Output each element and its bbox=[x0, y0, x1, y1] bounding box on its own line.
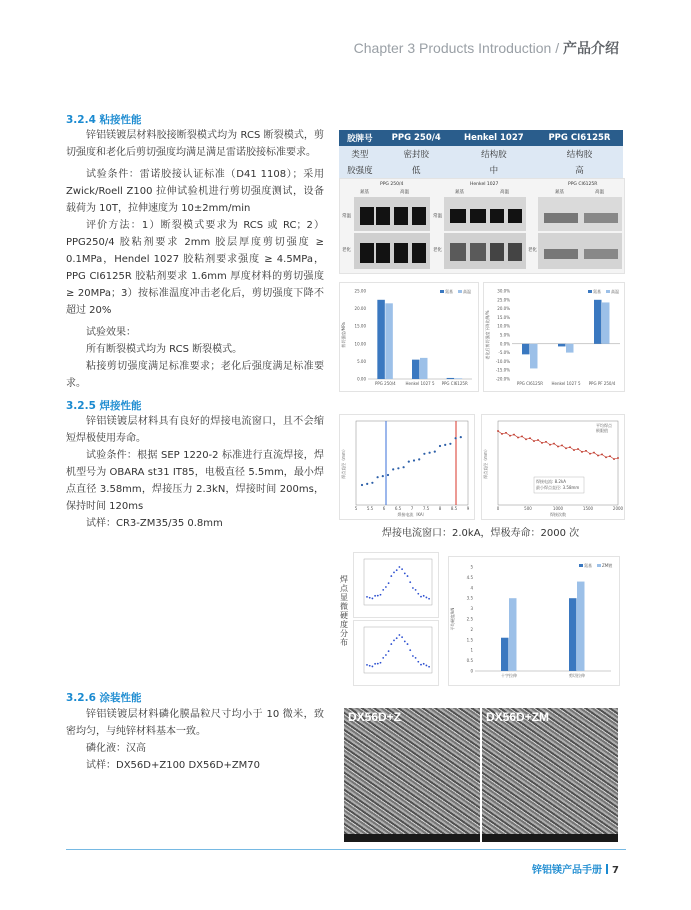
y-tick-label: 3.5 bbox=[466, 595, 473, 601]
sem-info-bar bbox=[344, 834, 480, 842]
x-tick-label: PPG CI6125R bbox=[516, 381, 544, 386]
footer-divider bbox=[606, 864, 608, 874]
y-tick-label: -20.0% bbox=[495, 376, 510, 382]
table-cell: 类型 bbox=[339, 146, 381, 162]
data-point bbox=[393, 572, 395, 574]
adhesive-table bbox=[339, 130, 623, 178]
y-axis-label: 焊点直径（mm） bbox=[341, 447, 346, 479]
data-point bbox=[385, 654, 387, 656]
legend-swatch bbox=[597, 564, 601, 567]
data-point bbox=[396, 637, 398, 639]
x-tick-label: 500 bbox=[524, 506, 532, 511]
bar bbox=[412, 360, 420, 379]
legend-swatch bbox=[588, 290, 592, 293]
hardness-profile-chart-1 bbox=[353, 552, 439, 618]
data-point bbox=[372, 598, 374, 600]
data-point bbox=[417, 593, 419, 595]
x-tick-label: 1500 bbox=[582, 506, 594, 511]
x-tick-label: 2000 bbox=[612, 506, 624, 511]
data-point bbox=[372, 666, 374, 668]
data-point bbox=[387, 474, 389, 476]
legend-label: 极限值 bbox=[596, 428, 608, 433]
table-cell: 结构胶 bbox=[536, 146, 623, 162]
x-tick-label: 1000 bbox=[552, 506, 564, 511]
legend-label: 平均焊点 bbox=[596, 423, 612, 428]
section-title-bonding: 3.2.4 粘接性能 bbox=[66, 114, 142, 126]
data-point bbox=[413, 459, 415, 461]
bar bbox=[447, 378, 455, 379]
photo-sub-label: 高温 bbox=[595, 190, 604, 195]
table-header: Henkel 1027 bbox=[452, 130, 536, 146]
y-tick-label: 10.00 bbox=[354, 341, 366, 347]
section-body-bonding bbox=[66, 127, 324, 392]
shear-strength-chart bbox=[339, 282, 479, 392]
fracture-photos bbox=[339, 178, 625, 274]
section-title-coating: 3.2.6 涂装性能 bbox=[66, 692, 142, 704]
x-tick-label: 十字拉伸 bbox=[501, 673, 517, 678]
data-point bbox=[428, 666, 430, 668]
photo-sub-label: 氮基 bbox=[455, 190, 464, 195]
data-point bbox=[380, 662, 382, 664]
data-point bbox=[393, 640, 395, 642]
legend-label: 氮基 bbox=[445, 289, 453, 294]
x-tick-label: 7.5 bbox=[422, 506, 430, 511]
section-body-coating bbox=[66, 706, 324, 774]
fracture-photos-grid bbox=[340, 179, 624, 273]
y-tick-label: 0.5 bbox=[466, 658, 473, 664]
data-point bbox=[377, 595, 379, 597]
table-cell: 高 bbox=[536, 162, 623, 178]
x-tick-label: 0 bbox=[496, 506, 500, 511]
data-point bbox=[423, 595, 425, 597]
y-tick-label: 5.00 bbox=[357, 358, 366, 364]
y-tick-label: 15.0% bbox=[497, 314, 510, 320]
y-tick-label: 1 bbox=[470, 647, 473, 653]
data-point bbox=[439, 445, 441, 447]
data-point bbox=[417, 661, 419, 663]
table-cell: 中 bbox=[452, 162, 536, 178]
section-title-welding: 3.2.5 焊接性能 bbox=[66, 400, 142, 412]
data-point bbox=[429, 452, 431, 454]
data-point bbox=[418, 458, 420, 460]
data-point bbox=[409, 581, 411, 583]
x-tick-label: 剪切拉伸 bbox=[569, 673, 585, 678]
bar bbox=[385, 303, 393, 379]
table-row bbox=[339, 162, 623, 178]
bar bbox=[509, 598, 517, 671]
legend-swatch bbox=[606, 290, 610, 293]
paragraph: 粘接剪切强度满足标准要求；老化后强度满足标准要求。 bbox=[66, 361, 324, 389]
data-point bbox=[369, 597, 371, 599]
data-point bbox=[403, 466, 405, 468]
data-point bbox=[399, 634, 401, 636]
bar bbox=[558, 344, 566, 347]
table-cell: 密封胶 bbox=[381, 146, 452, 162]
footer-rule bbox=[66, 849, 626, 850]
data-point bbox=[399, 566, 401, 568]
x-tick-label: Henkel 1027 5 bbox=[405, 381, 435, 386]
data-point bbox=[460, 436, 462, 438]
photo-sub-label: 氮基 bbox=[360, 190, 369, 195]
y-tick-label: -5.0% bbox=[498, 350, 510, 356]
x-tick-label: 6.5 bbox=[394, 506, 402, 511]
data-point bbox=[407, 575, 409, 577]
data-point bbox=[382, 475, 384, 477]
photo-row-label: 老化 bbox=[342, 248, 351, 253]
note-text: 焊接电流: 8.2kA bbox=[536, 479, 567, 484]
data-point bbox=[388, 582, 390, 584]
weld-current-chart bbox=[339, 414, 475, 520]
data-point bbox=[366, 664, 368, 666]
data-point bbox=[385, 586, 387, 588]
data-point bbox=[407, 643, 409, 645]
sem-image-z bbox=[344, 708, 480, 842]
paragraph: 磷化液：汉高 bbox=[86, 743, 146, 754]
y-tick-label: 5.0% bbox=[499, 332, 510, 338]
electrode-life-chart-svg bbox=[482, 415, 624, 519]
data-point bbox=[420, 664, 422, 666]
sem-label-z: DX56D+Z bbox=[348, 710, 402, 724]
y-tick-label: 2 bbox=[470, 626, 473, 632]
y-axis-label: 平均硬度/kN bbox=[450, 607, 455, 631]
photo-tiles bbox=[354, 197, 622, 269]
y-tick-label: 15.00 bbox=[354, 323, 366, 329]
bar bbox=[455, 378, 463, 379]
data-point bbox=[388, 650, 390, 652]
paragraph: 试样：DX56D+Z100 DX56D+ZM70 bbox=[86, 760, 261, 771]
page-number: 7 bbox=[612, 865, 619, 876]
data-point bbox=[390, 575, 392, 577]
header-en: Chapter 3 Products Introduction / bbox=[353, 40, 563, 56]
y-tick-label: 10.0% bbox=[497, 323, 510, 329]
bar bbox=[420, 358, 428, 379]
series-line bbox=[498, 431, 618, 459]
sem-info-bar bbox=[482, 834, 618, 842]
data-point bbox=[366, 483, 368, 485]
data-point bbox=[415, 657, 417, 659]
section-body-welding bbox=[66, 413, 324, 532]
bar bbox=[569, 598, 577, 671]
bar bbox=[501, 638, 509, 671]
y-tick-label: 5 bbox=[470, 564, 473, 570]
data-point bbox=[374, 663, 376, 665]
data-point bbox=[449, 443, 451, 445]
y-tick-label: 4.5 bbox=[466, 574, 473, 580]
hardness-profile-svg-1 bbox=[354, 553, 438, 617]
tensile-load-chart-svg bbox=[449, 557, 619, 685]
data-point bbox=[390, 643, 392, 645]
data-point bbox=[408, 461, 410, 463]
sem-image-zm bbox=[482, 708, 618, 842]
legend-swatch bbox=[458, 290, 462, 293]
x-tick-label: 9 bbox=[466, 506, 470, 511]
data-point bbox=[366, 596, 368, 598]
data-point bbox=[426, 597, 428, 599]
weld-caption: 焊接电流窗口：2.0kA，焊极寿命：2000 次 bbox=[382, 528, 580, 539]
data-point bbox=[392, 468, 394, 470]
x-tick-label: PPG 250/4 bbox=[374, 381, 396, 386]
shear-strength-chart-svg bbox=[340, 283, 478, 391]
legend-label: 氮基 bbox=[593, 289, 601, 294]
x-tick-label: 5.5 bbox=[366, 506, 374, 511]
table-cell: 低 bbox=[381, 162, 452, 178]
y-tick-label: 20.0% bbox=[497, 306, 510, 312]
x-tick-label: 7 bbox=[410, 506, 414, 511]
data-point bbox=[377, 663, 379, 665]
data-point bbox=[401, 568, 403, 570]
hardness-profile-chart-2 bbox=[353, 620, 439, 686]
data-point bbox=[377, 476, 379, 478]
bar bbox=[377, 300, 385, 379]
data-point bbox=[397, 467, 399, 469]
data-point bbox=[380, 594, 382, 596]
table-header: PPG 250/4 bbox=[381, 130, 452, 146]
table-header: PPG CI6125R bbox=[536, 130, 623, 146]
header-cn: 产品介绍 bbox=[563, 40, 619, 56]
x-axis-label: 焊接电流（KA） bbox=[397, 512, 427, 517]
photo-row-label: 常温 bbox=[342, 214, 351, 219]
y-tick-label: 1.5 bbox=[466, 637, 473, 643]
paragraph: 评价方法：1）断裂模式要求为 RCS 或 RC；2）PPG250/4 胶粘剂要求 2mm 胶层厚度剪切强度 ≥ 0.1MPa，Hendel 1027 胶粘剂要求强度 ≥ 4.5MPa，PPG CI6125R 胶粘剂要求 1.6mm 厚度材料的剪切强度 ≥ 20MPa；3）按标准温度冲击老化后，剪切强度下降不超过 20% bbox=[66, 220, 324, 316]
sem-label-zm: DX56D+ZM bbox=[486, 710, 550, 724]
paragraph: 锌铝镁镀层材料磷化膜晶粒尺寸均小于 10 微米，致密均匀，与纯锌材料基本一致。 bbox=[66, 709, 324, 737]
data-point bbox=[412, 587, 414, 589]
data-point bbox=[423, 663, 425, 665]
plot-frame bbox=[364, 627, 432, 673]
data-point bbox=[371, 482, 373, 484]
x-tick-label: 8 bbox=[438, 506, 442, 511]
paragraph: 试验条件：根据 SEP 1220-2 标准进行直流焊接，焊机型号为 OBARA st31 IT85，电极直径 5.5mm，最小焊点直径 3.58mm，焊接压力 2.3kN，焊接时间 200ms，保持时间 120ms bbox=[66, 450, 324, 512]
y-tick-label: 4 bbox=[470, 585, 473, 591]
data-point bbox=[455, 437, 457, 439]
data-point bbox=[361, 484, 363, 486]
y-tick-label: 20.00 bbox=[354, 306, 366, 312]
data-point bbox=[415, 589, 417, 591]
legend-swatch bbox=[440, 290, 444, 293]
data-point bbox=[382, 657, 384, 659]
data-point bbox=[401, 636, 403, 638]
x-axis-label: 焊接次数 bbox=[550, 512, 566, 517]
bar bbox=[602, 302, 610, 343]
x-tick-label: PPG PF 250/4 bbox=[588, 381, 616, 386]
y-tick-label: 25.00 bbox=[354, 288, 366, 294]
photo-row-label: 老化 bbox=[433, 248, 442, 253]
table-row bbox=[339, 146, 623, 162]
hardness-vertical-label: 焊点显微硬度分布 bbox=[340, 575, 348, 647]
weld-current-chart-svg bbox=[340, 415, 474, 519]
data-point bbox=[423, 453, 425, 455]
plot-frame bbox=[364, 559, 432, 605]
y-tick-label: 0 bbox=[470, 668, 473, 674]
data-point bbox=[404, 573, 406, 575]
y-axis-label: 剪切强度/MPa bbox=[341, 322, 346, 348]
x-tick-label: 5 bbox=[354, 506, 358, 511]
paragraph: 试样：CR3-ZM35/35 0.8mm bbox=[86, 518, 223, 529]
y-tick-label: 0.00 bbox=[357, 376, 366, 382]
data-point bbox=[434, 451, 436, 453]
x-tick-label: PPG CI6125R bbox=[441, 381, 468, 386]
data-point bbox=[382, 589, 384, 591]
table-header-row bbox=[339, 130, 623, 146]
electrode-life-chart bbox=[481, 414, 625, 520]
y-tick-label: 2.5 bbox=[466, 616, 473, 622]
x-tick-label: 6 bbox=[382, 506, 386, 511]
data-point bbox=[396, 569, 398, 571]
table-cell: 结构胶 bbox=[452, 146, 536, 162]
data-point bbox=[420, 596, 422, 598]
paragraph: 所有断裂模式均为 RCS 断裂模式。 bbox=[86, 344, 243, 355]
page-footer bbox=[532, 861, 619, 876]
photo-row-label: 常温 bbox=[433, 214, 442, 219]
bar bbox=[577, 582, 585, 671]
table-cell: 胶强度 bbox=[339, 162, 381, 178]
photo-row-label: 老化 bbox=[528, 248, 537, 253]
legend-label: 高温 bbox=[611, 289, 619, 294]
bar bbox=[530, 344, 538, 369]
hardness-profile-svg-2 bbox=[354, 621, 438, 685]
y-tick-label: 25.0% bbox=[497, 297, 510, 303]
footer-title: 锌铝镁产品手册 bbox=[532, 865, 603, 876]
data-point bbox=[374, 595, 376, 597]
photo-sub-label: 氮基 bbox=[555, 190, 564, 195]
x-tick-label: 8.5 bbox=[450, 506, 458, 511]
y-axis-label: 老化后剪切强度下降比例/% bbox=[485, 310, 490, 360]
data-point bbox=[409, 649, 411, 651]
y-tick-label: 3 bbox=[470, 606, 473, 612]
page-header bbox=[354, 38, 619, 58]
photo-col-label: Henkel 1027 bbox=[470, 182, 499, 187]
y-axis-label: 焊点直径（mm） bbox=[483, 447, 488, 479]
photo-col-label: PPG CI6125R bbox=[568, 182, 598, 187]
y-tick-label: -10.0% bbox=[495, 358, 510, 364]
data-point bbox=[444, 444, 446, 446]
legend-label: 高温 bbox=[463, 289, 471, 294]
photo-sub-label: 高温 bbox=[400, 190, 409, 195]
photo-sub-label: 高温 bbox=[500, 190, 509, 195]
legend-label: 氮基 bbox=[584, 563, 592, 568]
legend-label: ZM镀 bbox=[602, 563, 613, 568]
table-header: 胶牌号 bbox=[339, 130, 381, 146]
tensile-load-chart bbox=[448, 556, 620, 686]
data-point bbox=[412, 655, 414, 657]
y-tick-label: 30.0% bbox=[497, 288, 510, 294]
y-tick-label: 0.0% bbox=[499, 341, 510, 347]
bar bbox=[522, 344, 530, 355]
data-point bbox=[428, 598, 430, 600]
y-tick-label: -15.0% bbox=[495, 367, 510, 373]
bar bbox=[566, 344, 574, 353]
photo-col-label: PPG 250/4 bbox=[380, 182, 404, 187]
strength-drop-chart-svg bbox=[484, 283, 624, 391]
data-point bbox=[426, 665, 428, 667]
paragraph: 锌铝镁镀层材料具有良好的焊接电流窗口，且不会缩短焊极使用寿命。 bbox=[66, 416, 324, 444]
paragraph: 试验条件：雷诺胶接认证标准（D41 1108）；采用 Zwick/Roell Z100 拉伸试验机进行剪切强度测试，设备载荷为 10T，拉伸速度为 10±2mm/min bbox=[66, 169, 324, 214]
data-point bbox=[369, 665, 371, 667]
legend-swatch bbox=[579, 564, 583, 567]
paragraph: 锌铝镁镀层材料胶接断裂模式均为 RCS 断裂模式，剪切强度和老化后剪切强度均满足满足雷诺胶接标准要求。 bbox=[66, 130, 324, 158]
note-text: 最小焊点直径: 3.58mm bbox=[536, 485, 580, 490]
plot-frame bbox=[356, 421, 468, 505]
bar bbox=[594, 300, 602, 344]
strength-drop-chart bbox=[483, 282, 625, 392]
paragraph: 试验效果： bbox=[86, 327, 136, 338]
x-tick-label: Henkel 1027 5 bbox=[551, 381, 581, 386]
data-point bbox=[404, 641, 406, 643]
